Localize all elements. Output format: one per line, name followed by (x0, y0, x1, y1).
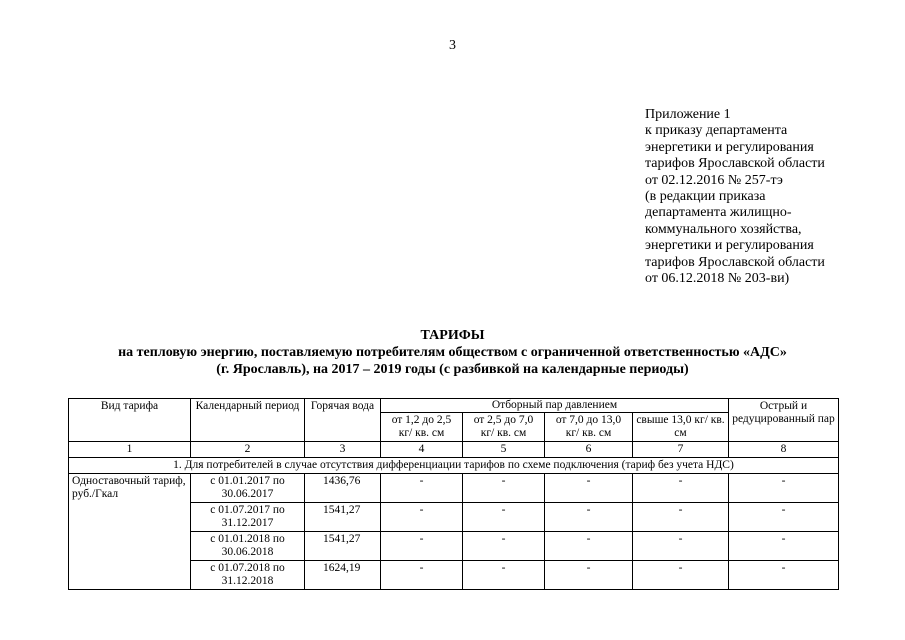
tariff-type-cell: Одноставочный тариф, руб./Гкал (69, 474, 191, 590)
steam-4-cell: - (633, 561, 729, 590)
hot-water-cell: 1541,27 (305, 503, 381, 532)
period-cell: с 01.01.2018 по 30.06.2018 (191, 532, 305, 561)
sharp-steam-cell: - (729, 561, 839, 590)
appendix-line: тарифов Ярославской области (645, 156, 825, 172)
header-row (69, 399, 839, 413)
table-row (69, 474, 839, 503)
column-number: 3 (305, 442, 381, 458)
steam-1-cell: - (381, 561, 463, 590)
section-heading: 1. Для потребителей в случае отсутствия дифференциации тарифов по схеме подключения (тариф без учета НДС) (69, 458, 839, 474)
appendix-line: тарифов Ярославской области (645, 254, 825, 270)
hot-water-cell: 1624,19 (305, 561, 381, 590)
column-number: 8 (729, 442, 839, 458)
sharp-steam-cell: - (729, 474, 839, 503)
title-line-1: ТАРИФЫ (420, 328, 485, 343)
column-number: 5 (463, 442, 545, 458)
column-number: 7 (633, 442, 729, 458)
appendix-note (645, 107, 825, 287)
header-period: Календарный период (191, 399, 305, 442)
appendix-line: энергетики и регулирования (645, 238, 814, 254)
title-line-2: на тепловую энергию, поставляемую потребителям обществом с ограниченной ответственностью «АДС» (118, 345, 787, 360)
sharp-steam-cell: - (729, 532, 839, 561)
steam-1-cell: - (381, 532, 463, 561)
header-steam-3: от 7,0 до 13,0 кг/ кв. см (545, 413, 633, 442)
header-sharp-steam: Острый и редуцированный пар (729, 399, 839, 442)
steam-3-cell: - (545, 503, 633, 532)
steam-3-cell: - (545, 561, 633, 590)
period-cell: с 01.01.2017 по 30.06.2017 (191, 474, 305, 503)
column-number-row (69, 442, 839, 458)
header-hot-water: Горячая вода (305, 399, 381, 442)
appendix-line: энергетики и регулирования (645, 139, 814, 155)
section-row (69, 458, 839, 474)
header-type: Вид тарифа (69, 399, 191, 442)
steam-3-cell: - (545, 532, 633, 561)
page-number: 3 (449, 38, 456, 53)
steam-2-cell: - (463, 474, 545, 503)
title-line-3: (г. Ярославль), на 2017 – 2019 годы (с разбивкой на календарные периоды) (216, 362, 689, 377)
appendix-line: департамента жилищно- (645, 205, 792, 221)
hot-water-cell: 1436,76 (305, 474, 381, 503)
header-steam-group: Отборный пар давлением (381, 399, 729, 413)
hot-water-cell: 1541,27 (305, 532, 381, 561)
column-number: 4 (381, 442, 463, 458)
column-number: 2 (191, 442, 305, 458)
period-cell: с 01.07.2017 по 31.12.2017 (191, 503, 305, 532)
appendix-line: Приложение 1 (645, 107, 731, 122)
steam-2-cell: - (463, 561, 545, 590)
period-cell: с 01.07.2018 по 31.12.2018 (191, 561, 305, 590)
steam-4-cell: - (633, 503, 729, 532)
steam-1-cell: - (381, 503, 463, 532)
header-steam-4: свыше 13,0 кг/ кв. см (633, 413, 729, 442)
header-steam-1: от 1,2 до 2,5 кг/ кв. см (381, 413, 463, 442)
column-number: 1 (69, 442, 191, 458)
steam-4-cell: - (633, 474, 729, 503)
appendix-line: коммунального хозяйства, (645, 221, 802, 237)
steam-3-cell: - (545, 474, 633, 503)
appendix-line: от 02.12.2016 № 257-тэ (645, 172, 783, 188)
steam-2-cell: - (463, 532, 545, 561)
document-title (0, 327, 905, 378)
steam-2-cell: - (463, 503, 545, 532)
steam-1-cell: - (381, 474, 463, 503)
tariff-table (68, 398, 839, 590)
column-number: 6 (545, 442, 633, 458)
header-steam-2: от 2,5 до 7,0 кг/ кв. см (463, 413, 545, 442)
sharp-steam-cell: - (729, 503, 839, 532)
steam-4-cell: - (633, 532, 729, 561)
appendix-line: (в редакции приказа (645, 189, 766, 205)
appendix-line: от 06.12.2018 № 203-ви) (645, 271, 790, 287)
appendix-line: к приказу департамента (645, 123, 788, 139)
